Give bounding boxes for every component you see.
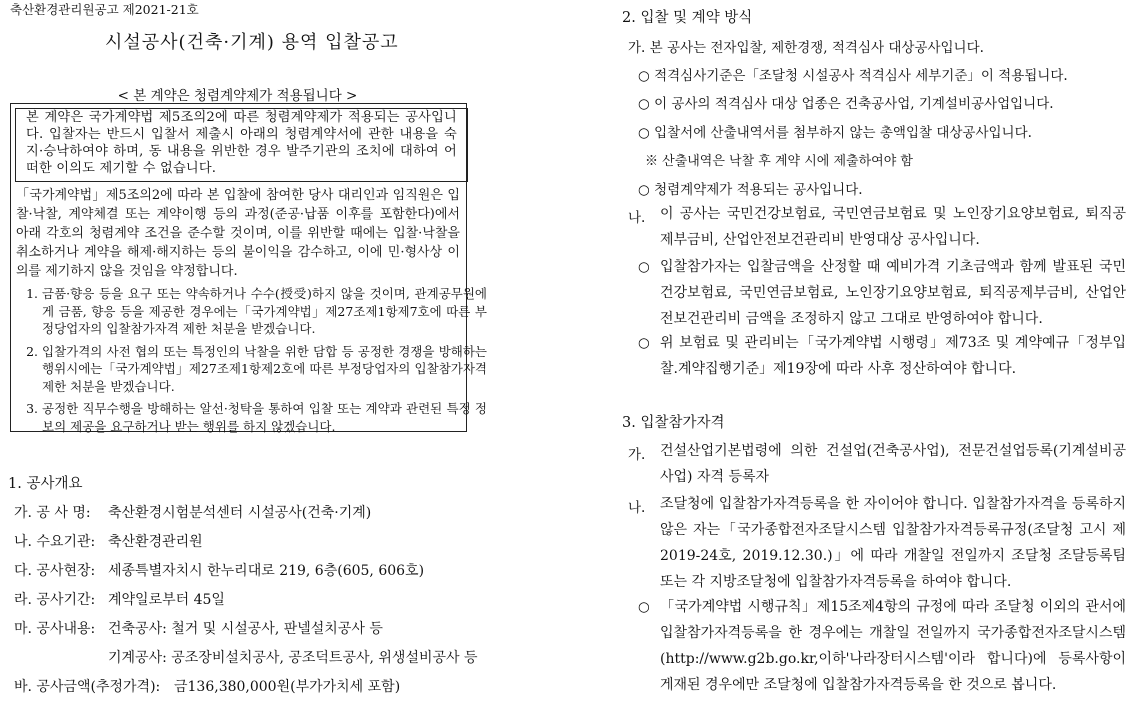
overview-value: 금136,380,000원(부가가치세 포함) bbox=[174, 679, 401, 695]
overview-value: 계약일로부터 45일 bbox=[108, 592, 225, 608]
integrity-notice-text: 본 계약은 국가계약법 제5조의2에 따른 청렴계약제가 적용되는 공사입니다. 입찰자는 반드시 입찰서 제출시 아래의 청렴계약서에 관한 내용을 숙지·승낙하여야 하며, 동 내용을 위반한 경우 발주기관의 조치에 대하여 어떠한 이의도 제기할 수 없습니다. bbox=[26, 110, 457, 176]
overview-label: 다. 공사현장: bbox=[14, 563, 96, 579]
overview-label: 나. 수요기관: bbox=[14, 534, 96, 550]
section3-title: 3. 입찰참가자격 bbox=[622, 415, 725, 431]
overview-row bbox=[14, 618, 383, 638]
section3-ga: 건설산업기본법령에 의한 건설업(건축공사업), 전문건설업등록(기계설비공사업) 자격 등록자 bbox=[660, 443, 1126, 485]
integrity-item: 2. 입찰가격의 사전 협의 또는 특정인의 낙찰을 위한 담합 등 공정한 경쟁을 방해하는 행위시에는「국가계약법」제27조제1항제2호에 따른 부정당업자의 입찰참가자격 제한 처분을 받겠습니다. bbox=[42, 343, 487, 396]
section2-ga-note: ※ 산출내역은 낙찰 후 계약 시에 제출하여야 함 bbox=[645, 154, 913, 169]
section2-ga-item: ○ 이 공사의 적격심사 대상 업종은 건축공사업, 기계설비공사업입니다. bbox=[638, 96, 1054, 112]
overview-row bbox=[14, 589, 225, 609]
bullet-icon: ○ bbox=[638, 599, 650, 615]
bullet-icon: ○ bbox=[638, 259, 650, 275]
notice-number: 축산환경관리원공고 제2021-21호 bbox=[10, 2, 199, 17]
section3-na: 조달청에 입찰참가자격등록을 한 자이어야 합니다. 입찰참가자격을 등록하지 않은 자는「국가종합전자조달시스템 입찰참가자격등록규정(조달청 고시 제2019-24호, 2019.12.30.)」에 따라 개찰일 전일까지 조달청 조달등록팀 또는 각 지방조달청에 입찰참가자격등록을 하여야 합니다. bbox=[660, 496, 1126, 590]
overview-label: 라. 공사기간: bbox=[14, 592, 96, 608]
overview-row bbox=[108, 647, 478, 667]
section2-na-item: 위 보험료 및 관리비는「국가계약법 시행령」제73조 및 계약예규「정부입찰.계약집행기준」제19장에 따라 사후 정산하여야 합니다. bbox=[660, 335, 1126, 377]
section3-ga-label: 가. bbox=[628, 447, 646, 463]
section2-title: 2. 입찰 및 계약 방식 bbox=[622, 10, 753, 26]
overview-label: 바. 공사금액(추정가격): bbox=[14, 679, 161, 695]
overview-row bbox=[14, 531, 203, 551]
overview-row bbox=[14, 676, 401, 696]
section3-na-label: 나. bbox=[628, 500, 646, 516]
section2-na-label: 나. bbox=[628, 210, 646, 226]
section1-title: 1. 공사개요 bbox=[8, 476, 83, 492]
overview-value: 건축공사: 철거 및 시설공사, 판넬설치공사 등 bbox=[108, 621, 383, 637]
overview-label: 가. 공 사 명: bbox=[14, 505, 91, 521]
overview-value: 축산환경시험분석센터 시설공사(건축·기계) bbox=[108, 505, 372, 521]
integrity-pledge: 「국가계약법」제5조의2에 따라 본 입찰에 참여한 당사 대리인과 임직원은 입찰·낙찰, 계약체결 또는 계약이행 등의 과정(준공·납품 이후를 포함한다)에서 아래 각호의 청렴계약 조건을 준수할 것이며, 이를 위반할 때에는 입찰·낙찰을 취소하거나 계약을 해제·해지하는 등의 불이익을 감수하고, 이에 민·형사상 이의를 제기하지 않을 것임을 약정합니다. bbox=[16, 188, 460, 279]
section2-na: 이 공사는 국민건강보험료, 국민연금보험료 및 노인장기요양보험료, 퇴직공제부금비, 산업안전보건관리비 반영대상 공사입니다. bbox=[660, 206, 1126, 248]
section3-item: 「국가계약법 시행규칙」제15조제4항의 규정에 따라 조달청 이외의 관서에 입찰참가자격등록을 한 경우에는 개찰일 전일까지 국가종합전자조달시스템(http://www.g2b.go.kr,이하'나라장터시스템'이라 합니다)에 등록사항이 게재된 경우에만 조달청에 입찰참가자격등록을 한 것으로 봅니다. bbox=[660, 599, 1126, 693]
section2-ga-item: ○ 적격심사기준은「조달청 시설공사 적격심사 세부기준」이 적용됩니다. bbox=[638, 68, 1068, 84]
integrity-item: 1. 금품·향응 등을 요구 또는 약속하거나 수수(授受)하지 않을 것이며, 관계공무원에게 금품, 향응 등을 제공한 경우에는「국가계약법」제27조제1항제7호에 따른 부정당업자의 입찰참가자격 제한 처분을 받겠습니다. bbox=[42, 285, 487, 338]
page-title: 시설공사(건축·기계) 용역 입찰공고 bbox=[105, 32, 399, 53]
section2-ga-item: ○ 청렴계약제가 적용되는 공사입니다. bbox=[638, 182, 863, 198]
bullet-icon: ○ bbox=[638, 335, 650, 351]
section2-ga-item: ○ 입찰서에 산출내역서를 첨부하지 않는 총액입찰 대상공사입니다. bbox=[638, 125, 1032, 141]
integrity-item: 3. 공정한 직무수행을 방해하는 알선·청탁을 통하여 입찰 또는 계약과 관련된 특정 정보의 제공을 요구하거나 받는 행위를 하지 않겠습니다. bbox=[42, 400, 487, 435]
overview-value: 기계공사: 공조장비설치공사, 공조덕트공사, 위생설비공사 등 bbox=[108, 650, 478, 666]
overview-label: 마. 공사내용: bbox=[14, 621, 96, 637]
integrity-rule-title: < 본 계약은 청렴계약제가 적용됩니다 > bbox=[117, 88, 358, 104]
integrity-items bbox=[16, 285, 487, 440]
section2-na-item: 입찰참가자는 입찰금액을 산정할 때 예비가격 기초금액과 함께 발표된 국민건강보험료, 국민연금보험료, 노인장기요양보험료, 퇴직공제부금비, 산업안전보건관리비 금액을 조정하지 않고 그대로 반영하여야 합니다. bbox=[660, 259, 1126, 327]
section2-ga: 가. 본 공사는 전자입찰, 제한경쟁, 적격심사 대상공사입니다. bbox=[628, 40, 984, 56]
overview-row bbox=[14, 560, 425, 580]
overview-row bbox=[14, 502, 372, 522]
overview-value: 축산환경관리원 bbox=[108, 534, 203, 550]
integrity-notice-box bbox=[15, 108, 468, 182]
overview-value: 세종특별자치시 한누리대로 219, 6층(605, 606호) bbox=[108, 563, 425, 579]
